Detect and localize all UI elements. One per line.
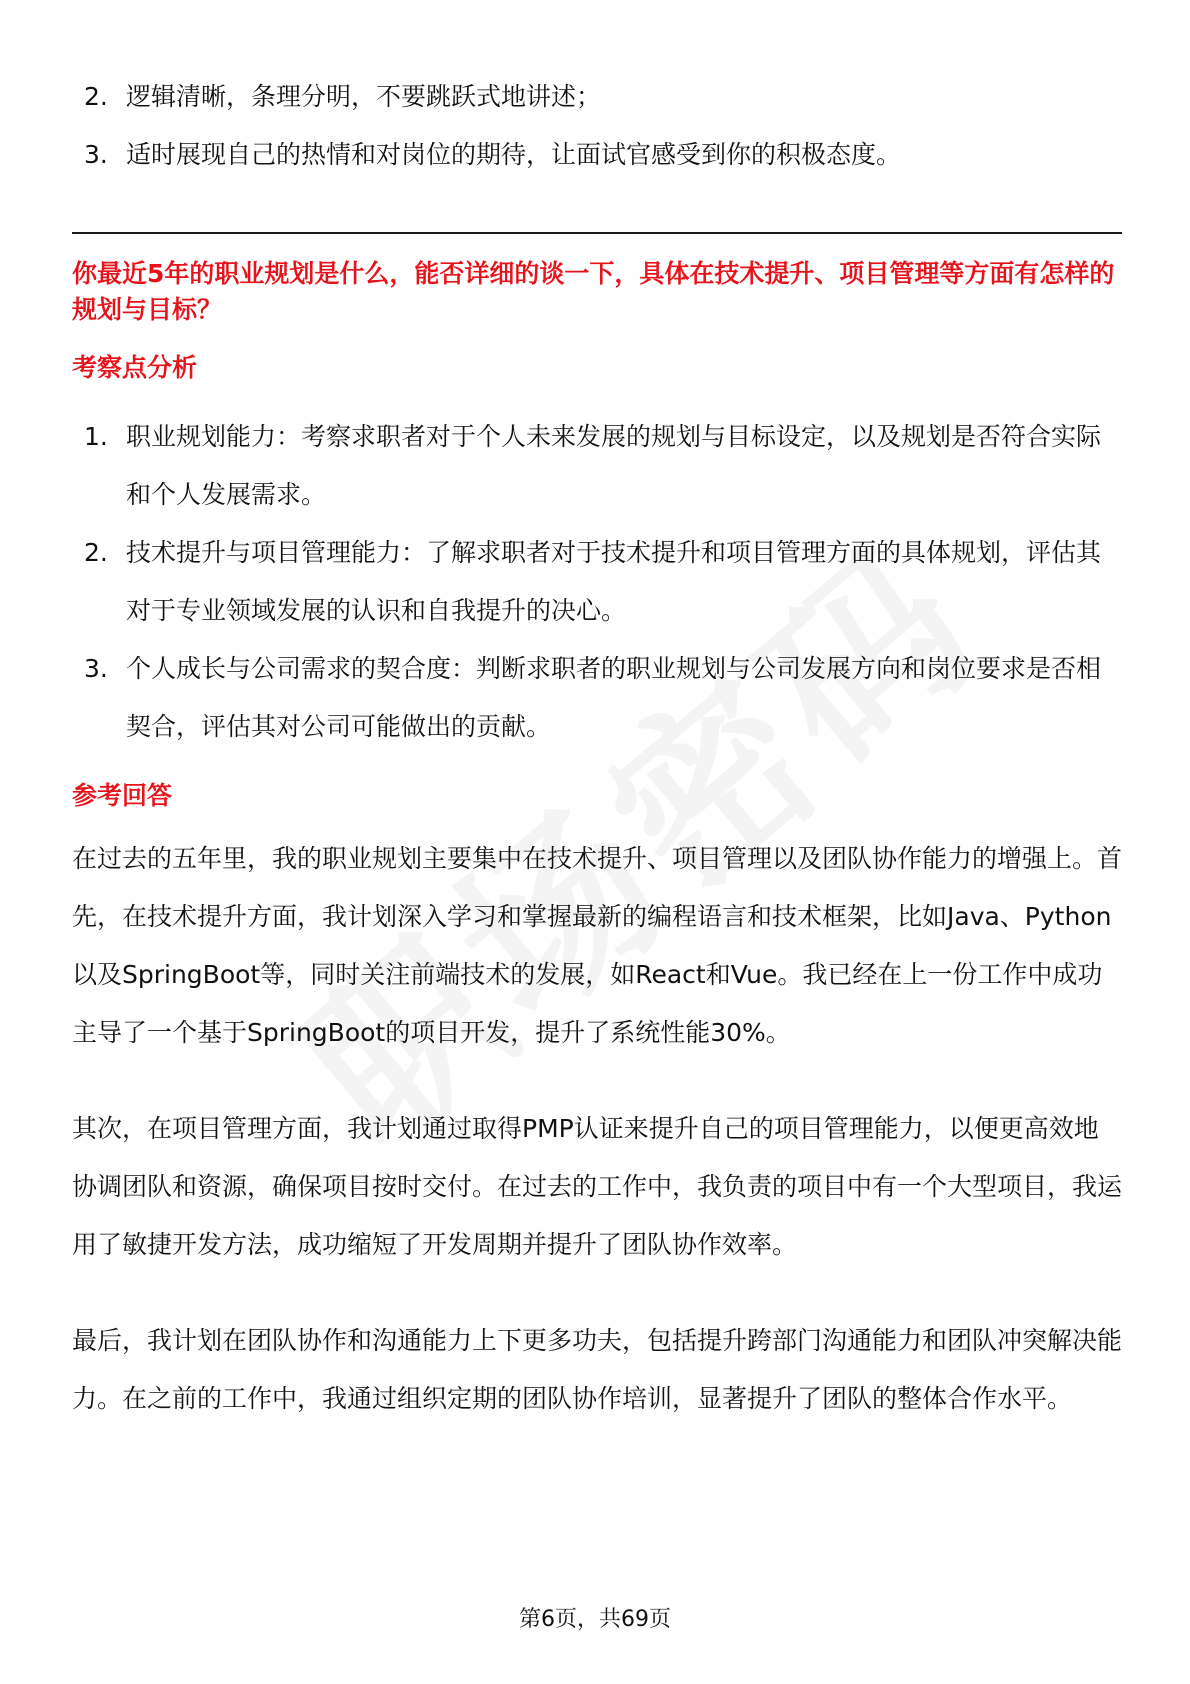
list-item [72,524,1122,640]
page-content [72,68,1122,1428]
list-number: 3. [84,140,108,169]
list-item [72,640,1122,756]
list-text: 适时展现自己的热情和对岗位的期待，让面试官感受到你的积极态度。 [126,140,902,169]
list-number: 3. [84,654,108,683]
continued-tips-list [72,68,1122,184]
list-number: 2. [84,538,108,567]
list-item [72,126,1122,184]
list-number: 2. [84,82,108,111]
analysis-heading: 考察点分析 [72,353,198,382]
list-text: 个人成长与公司需求的契合度：判断求职者的职业规划与公司发展方向和岗位要求是否相契合，评估其对公司可能做出的贡献。 [126,654,1102,741]
answer-heading: 参考回答 [72,781,173,810]
list-text: 职业规划能力：考察求职者对于个人未来发展的规划与目标设定，以及规划是否符合实际和个人发展需求。 [126,422,1102,509]
list-text: 逻辑清晰，条理分明，不要跳跃式地讲述； [126,82,602,111]
analysis-list [72,408,1122,756]
question-title: 你最近5年的职业规划是什么，能否详细的谈一下，具体在技术提升、项目管理等方面有怎样的规划与目标？ [72,259,1115,324]
list-item [72,408,1122,524]
list-item [72,68,1122,126]
list-number: 1. [84,422,108,451]
answer-paragraph: 其次，在项目管理方面，我计划通过取得PMP认证来提升自己的项目管理能力，以便更高效地协调团队和资源，确保项目按时交付。在过去的工作中，我负责的项目中有一个大型项目，我运用了敏捷开发方法，成功缩短了开发周期并提升了团队协作效率。 [72,1114,1123,1259]
answer-paragraph: 最后，我计划在团队协作和沟通能力上下更多功夫，包括提升跨部门沟通能力和团队冲突解决能力。在之前的工作中，我通过组织定期的团队协作培训，显著提升了团队的整体合作水平。 [72,1326,1123,1413]
answer-paragraph: 在过去的五年里，我的职业规划主要集中在技术提升、项目管理以及团队协作能力的增强上。首先，在技术提升方面，我计划深入学习和掌握最新的编程语言和技术框架，比如Java、Python以及SpringBoot等，同时关注前端技术的发展，如React和Vue。我已经在上一份工作中成功主导了一个基于SpringBoot的项目开发，提升了系统性能30%。 [72,844,1123,1047]
section-divider [72,232,1122,234]
list-text: 技术提升与项目管理能力：了解求职者对于技术提升和项目管理方面的具体规划，评估其对于专业领域发展的认识和自我提升的决心。 [126,538,1102,625]
page-number: 第6页，共69页 [519,1607,671,1632]
